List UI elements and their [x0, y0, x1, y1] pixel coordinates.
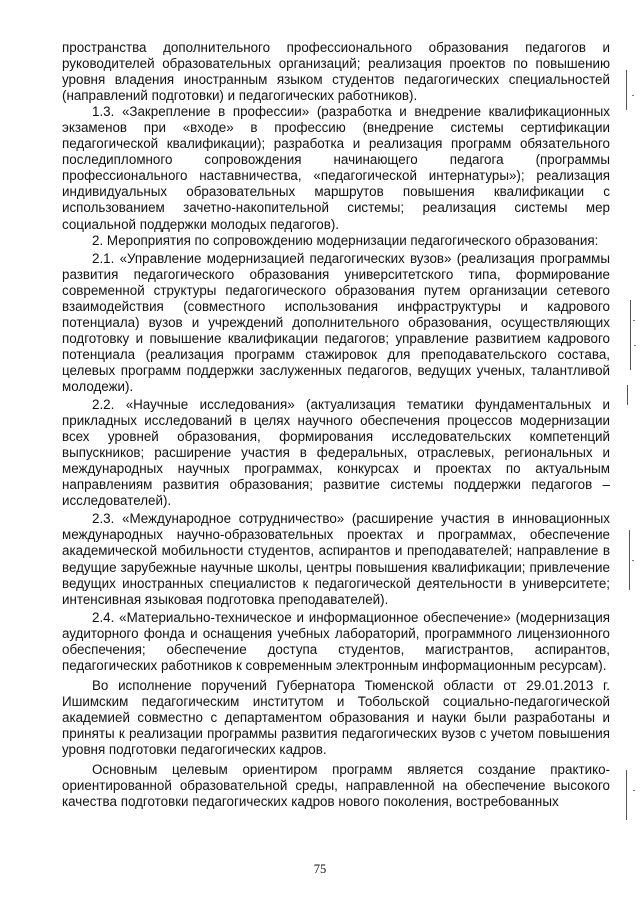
paragraph-governor-order: Во исполнение поручений Губернатора Тюменской области от 29.01.2013 г. Ишимским педагогическим институтом и Тобольской социально-педагогической академией совместно с департаментом образования и науки были разработаны и приняты к реализации программы развития педагогических вузов с учетом повышения уровня подготовки педагогических кадров.: [62, 677, 610, 758]
page-number: 75: [313, 862, 327, 876]
paragraph-2-3: 2.3. «Международное сотрудничество» (расширение участия в инновационных международных научно-образовательных проектах и программах, обеспечение академической мобильности студентов, аспирантов и преподавателей; направление в ведущие зарубежные научные школы, центры повышения квалификации; привлечение ведущих иностранных специалистов к педагогической деятельности в университете; интенсивная языковая подготовка преподавателей).: [62, 511, 610, 607]
paragraph-2: 2. Мероприятия по сопровождению модернизации педагогического образования:: [92, 232, 599, 248]
paragraph-2-4: 2.4. «Материально-техническое и информационное обеспечение» (модернизация аудиторного фонда и оснащения учебных лабораторий, программного лицензионного обеспечения; обеспечение доступа студентов, магистрантов, аспирантов, педагогических работников к современным электронным информационным ресурсам).: [62, 609, 610, 673]
paragraph-1-3: 1.3. «Закрепление в профессии» (разработка и внедрение квалификационных экзаменов при «входе» в профессию (внедрение системы сертификации педагогической квалификации); разработка и реализация программ обязательного последипломного сопровождения начинающего педагога (программы профессионального наставничества, «педагогической интернатуры»); реализация индивидуальных образовательных маршрутов повышения квалификации с использованием зачетно-накопительной системы; реализация системы мер социальной поддержки молодых педагогов).: [62, 104, 610, 232]
paragraph-main-goal: Основным целевым ориентиром программ является создание практико-ориентированной образовательной среды, направленной на обеспечение высокого качества подготовки педагогических кадров нового поколения, востребованных: [62, 762, 610, 810]
paragraph-continuation: пространства дополнительного профессионального образования педагогов и руководителей образовательных организаций; реализация проектов по повышению уровня владения иностранным языком студентов педагогических специальностей (направлений подготовки) и педагогических работников).: [62, 40, 610, 104]
document-body: [62, 40, 610, 810]
paragraph-2-2: 2.2. «Научные исследования» (актуализация тематики фундаментальных и прикладных исследований в целях научного обеспечения процессов модернизации всех уровней образования, формирования исследовательских компетенций выпускников; расширение участия в федеральных, отраслевых, региональных и международных научных программах, конкурсах и проектах по актуальным направлениям развития образования; развитие системы поддержки педагогов – исследователей).: [62, 397, 610, 509]
paragraph-2-1: 2.1. «Управление модернизацией педагогических вузов» (реализация программы развития педагогического образования университетского типа, формирование современной структуры педагогического образования путем организации сетевого взаимодействия (совместного использования инфраструктуры и кадрового потенциала) вузов и учреждений дополнительного образования, осуществляющих подготовку и повышение квалификации педагогов; управление развитием кадрового потенциала (реализация программ стажировок для преподавательского состава, целевых программ поддержки заслуженных педагогов, ведущих ученых, талантливой молодежи).: [62, 250, 610, 394]
